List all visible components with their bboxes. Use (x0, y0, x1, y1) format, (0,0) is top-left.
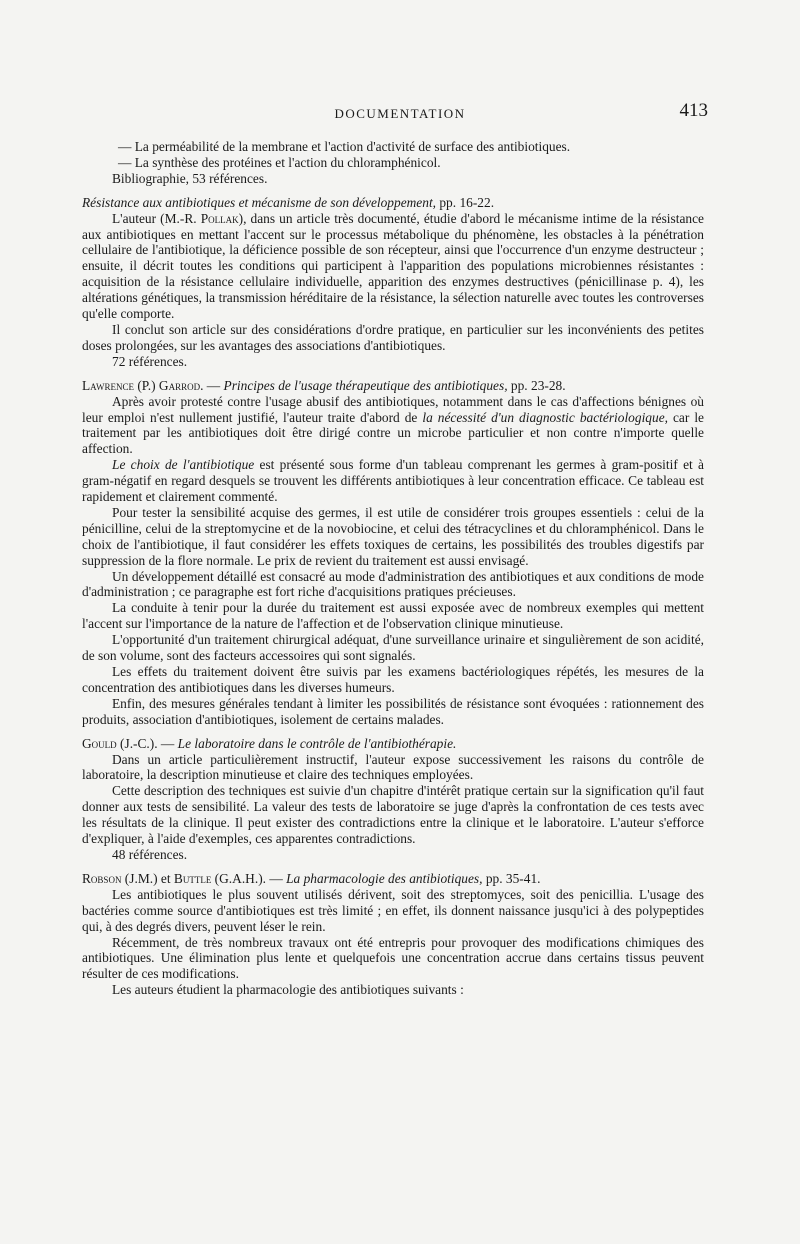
text-span: (P.) (133, 377, 159, 393)
paragraph (82, 211, 704, 322)
entry-title: Résistance aux antibiotiques et mécanisme de son développement, (82, 194, 437, 210)
author-name: Gould (82, 735, 117, 751)
entry-heading (82, 195, 704, 211)
author-name: Pollak (200, 210, 239, 226)
list-item: — La synthèse des protéines et l'action du chloramphénicol. (118, 154, 441, 170)
paragraph: Cette description des techniques est suivie d'un chapitre d'intérêt pratique certain sur la signification qu'il faut donner aux tests de sensibilité. La valeur des tests de laboratoire se juge d'après la confrontation de ces tests avec les résultats de la clinique. Il peut exister des contradictions entre la clinique et le laboratoire. L'auteur s'efforce d'expliquer, à l'aide d'exemples, ces apparentes contradictions. (82, 783, 704, 847)
entry-pages: pp. 23-28. (507, 377, 566, 393)
paragraph: Récemment, de très nombreux travaux ont été entrepris pour provoquer des modifications chimiques des antibiotiques. Une élimination plus lente et quelquefois une concentration accrue dans certains tissus peuvent résulter de ces modifications. (82, 934, 704, 982)
entry-title: Principes de l'usage thérapeutique des antibiotiques, (223, 377, 508, 393)
paragraph: L'opportunité d'un traitement chirurgical adéquat, d'une surveillance urinaire et singulièrement de son acidité, de son volume, sont des facteurs accessoires qui sont signalés. (82, 632, 704, 664)
entry-pages: pp. 16-22. (436, 194, 495, 210)
paragraph (82, 394, 704, 458)
list-item: — La perméabilité de la membrane et l'action d'activité de surface des antibiotiques. (118, 139, 571, 154)
text-span: ), dans un article très documenté, étudie d'abord le mécanisme intime de la résistance aux antibiotiques en mettant l'accent sur le processus métabolique du phénomène, les obstacles à la pénétration cellulaire de l'antibiotique, la déficience possible de son récepteur, ainsi que l'occurrence d'un enzyme destructeur ; ensuite, il décrit toutes les conditions qui participent à l'apparition des populations microbiennes résistantes : acquisition de la résistance cellulaire individuelle, apparition des enzymes destructives (pénicillinase p. 4), les altérations génétiques, la transmission héréditaire de la résistance, la sélection naturelle avec toutes les controverses qu'elle comporte. (82, 210, 704, 322)
paragraph: Pour tester la sensibilité acquise des germes, il est utile de considérer trois groupes essentiels : celui de la pénicilline, celui de la streptomycine et de la novobiocine, et celui des tétracyclines et du chloramphénicol. Dans le choix de l'antibiotique, il faut considérer les effets toxiques de certains, les possibilités des troubles digestifs par suppression de la flore normale. Le prix de revient du traitement est aussi envisagé. (82, 504, 704, 568)
entry-heading (82, 871, 704, 887)
author-name: Robson (82, 870, 122, 886)
page-number: 413 (679, 100, 708, 121)
paragraph: Enfin, des mesures générales tendant à limiter les possibilités de résistance sont évoquées : rationnement des produits, association d'antibiotiques, isolement de certains malades. (82, 695, 704, 727)
text-span: (J.-C.). — (116, 735, 178, 751)
emphasis: la nécessité d'un diagnostic bactériologique, (422, 409, 668, 425)
paragraph: Les auteurs étudient la pharmacologie des antibiotiques suivants : (112, 982, 464, 998)
author-name: Buttle (173, 870, 212, 886)
paragraph (82, 457, 704, 505)
text-span: est présenté sous forme d'un tableau comprenant les germes à gram-positif et à gram-négatif en regard desquels se trouvent les différents antibiotiques à leur concentration efficace. Ce tableau est rapidement et clairement commenté. (82, 457, 704, 505)
text-span: . — (200, 377, 224, 393)
reference-count: 48 références. (112, 846, 188, 862)
entry-heading (82, 378, 704, 394)
text-span: L'auteur (M.-R. (112, 210, 201, 226)
entry-pages: pp. 35-41. (482, 870, 541, 886)
text-span: car le traitement par les antibiotiques doit être dirigé contre un microbe particulier et non contre n'importe quelle affection. (82, 409, 704, 457)
paragraph: Dans un article particulièrement instructif, l'auteur expose successivement les raisons du contrôle de laboratoire, la description minutieuse et claire des techniques employées. (82, 751, 704, 783)
article-body (82, 139, 704, 998)
entry-title: Le laboratoire dans le contrôle de l'antibiothérapie. (177, 735, 457, 751)
running-title: DOCUMENTATION (334, 106, 466, 121)
text-span: (J.M.) et (121, 870, 174, 886)
paragraph: Un développement détaillé est consacré au mode d'administration des antibiotiques et aux conditions de mode d'administration ; ce paragraphe est fort riche d'acquisitions pratiques précieuses. (82, 568, 704, 600)
entry-heading (82, 736, 704, 752)
bibliography-note: Bibliographie, 53 références. (112, 170, 268, 186)
author-name: Lawrence (82, 377, 134, 393)
author-name: Garrod (158, 377, 201, 393)
paragraph: Les antibiotiques le plus souvent utilisés dérivent, soit des streptomyces, soit des penicillia. L'usage des bactéries comme source d'antibiotiques est très limité ; en effet, ils donnent naissance jusqu'ici à des polypeptides qui, à des degrés divers, peuvent léser le rein. (82, 886, 704, 934)
emphasis: Le choix de l'antibiotique (112, 457, 255, 473)
reference-count: 72 références. (112, 353, 188, 369)
text-span: Après avoir protesté contre l'usage abusif des antibiotiques, notamment dans le cas d'affections bénignes où leur emploi n'est nullement justifié, l'auteur traite d'abord de (82, 393, 704, 425)
paragraph: Il conclut son article sur des considérations d'ordre pratique, en particulier sur les inconvénients des petites doses prolongées, sur les avantages des associations d'antibiotiques. (82, 321, 704, 353)
paragraph: La conduite à tenir pour la durée du traitement est aussi exposée avec de nombreux exemples qui mettent l'accent sur l'importance de la nature de l'affection et de l'observation clinique minutieuse. (82, 600, 704, 632)
paragraph: Les effets du traitement doivent être suivis par les examens bactériologiques répétés, les mesures de la concentration des antibiotiques dans les diverses humeurs. (82, 664, 704, 695)
entry-title: La pharmacologie des antibiotiques, (286, 870, 483, 886)
text-span: (G.A.H.). — (211, 870, 287, 886)
